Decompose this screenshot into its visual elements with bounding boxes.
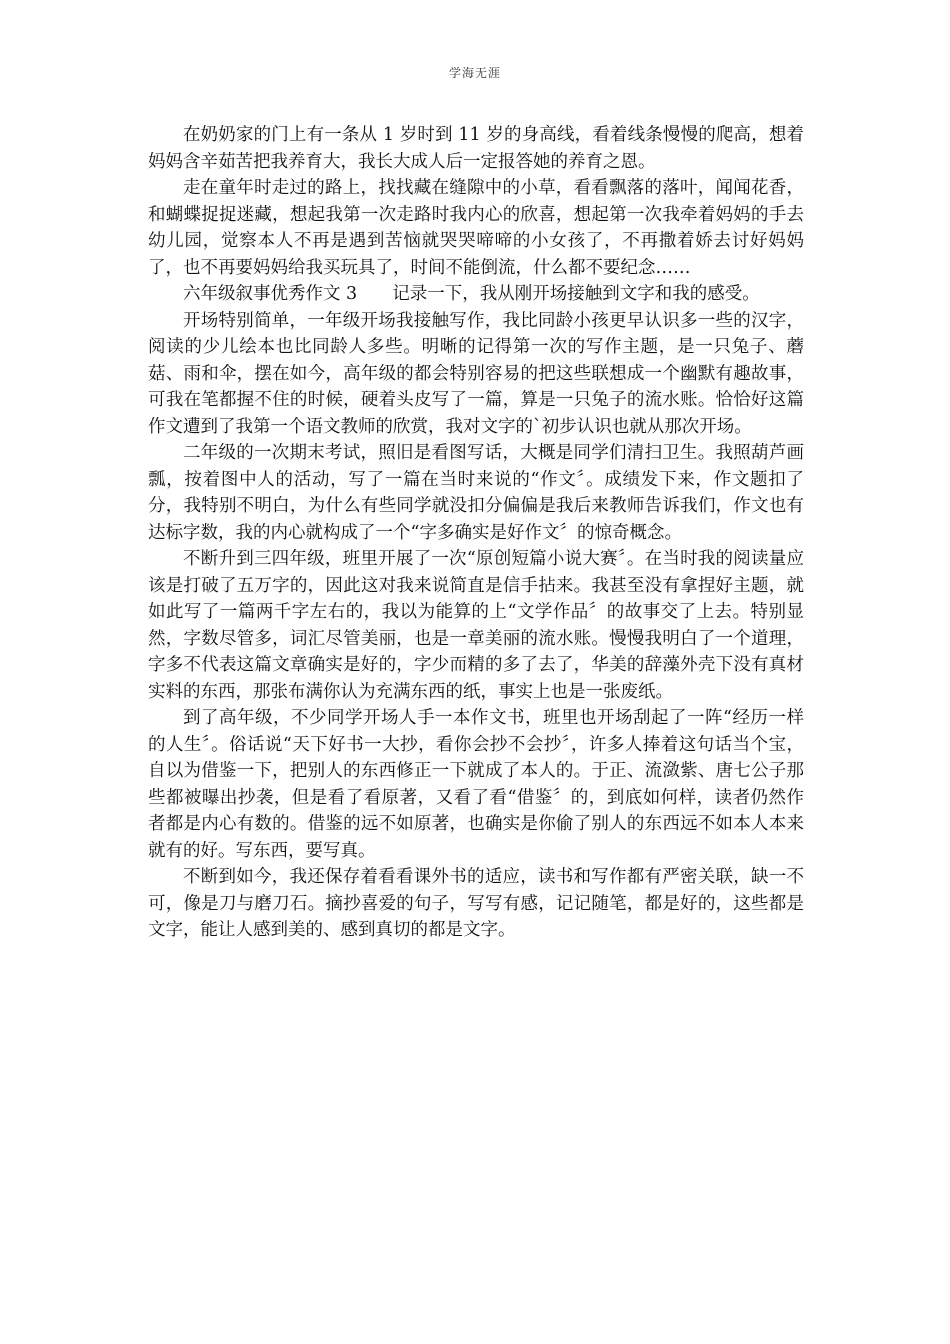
paragraph: 走在童年时走过的路上，找找藏在缝隙中的小草，看看飘落的落叶，闻闻花香，和蝴蝶捉捉迷藏，想起我第一次走路时我内心的欣喜，想起第一次我牵着妈妈的手去幼儿园，觉察本人不再是遇到苦恼就哭哭啼啼的小女孩了，不再撒着娇去讨好妈妈了，也不再要妈妈给我买玩具了，时间不能倒流，什么都不要纪念…… [148,178,804,278]
paragraph: 六年级叙事优秀作文 3 记录一下，我从刚开场接触到文字和我的感受。 [183,284,760,304]
paragraph: 开场特别简单，一年级开场我接触写作，我比同龄小孩更早认识多一些的汉字，阅读的少儿绘本也比同龄人多些。明晰的记得第一次的写作主题，是一只兔子、蘑菇、雨和伞，摆在如今，高年级的都会特别容易的把这些联想成一个幽默有趣故事，可我在笔都握不住的时候，硬着头皮写了一篇，算是一只兔子的流水账。恰恰好这篇作文遭到了我第一个语文教师的欣赏，我对文字的`初步认识也就从那次开场。 [148,310,804,437]
article-body [148,122,804,944]
paragraph: 不断到如今，我还保存着看看课外书的适应，读书和写作都有严密关联，缺一不可，像是刀与磨刀石。摘抄喜爱的句子，写写有感，记记随笔，都是好的，这些都是文字，能让人感到美的、感到真切的都是文字。 [148,867,804,940]
paragraph: 到了高年级，不少同学开场人手一本作文书，班里也开场刮起了一阵“经历一样的人生〞。俗话说“天下好书一大抄，看你会抄不会抄〞，许多人捧着这句话当个宝，自以为借鉴一下，把别人的东西修正一下就成了本人的。于正、流潋紫、唐七公子那些都被曝出抄袭，但是看了看原著，又看了看“借鉴〞的，到底如何样，读者仍然作者都是内心有数的。借鉴的远不如原著，也确实是你偷了别人的东西远不如本人本来就有的好。写东西，要写真。 [148,708,804,861]
paragraph: 二年级的一次期末考试，照旧是看图写话，大概是同学们清扫卫生。我照葫芦画瓢，按着图中人的活动，写了一篇在当时来说的“作文〞。成绩发下来，作文题扣了分，我特别不明白，为什么有些同学就没扣分偏偏是我后来教师告诉我们，作文也有达标字数，我的内心就构成了一个“字多确实是好作文〞的惊奇概念。 [148,443,804,543]
paragraph: 不断升到三四年级，班里开展了一次“原创短篇小说大赛〞。在当时我的阅读量应该是打破了五万字的，因此这对我来说简直是信手拈来。我甚至没有拿捏好主题，就如此写了一篇两千字左右的，我以为能算的上“文学作品〞的故事交了上去。特别显然，字数尽管多，词汇尽管美丽，也是一章美丽的流水账。慢慢我明白了一个道理，字多不代表这篇文章确实是好的，字少而精的多了去了，华美的辞藻外壳下没有真材实料的东西，那张布满你认为充满东西的纸，事实上也是一张废纸。 [148,549,804,702]
paragraph: 在奶奶家的门上有一条从 1 岁时到 11 岁的身高线，看着线条慢慢的爬高，想着妈妈含辛茹苦把我养育大，我长大成人后一定报答她的养育之恩。 [148,125,804,172]
page-header: 学海无涯 [448,66,501,80]
